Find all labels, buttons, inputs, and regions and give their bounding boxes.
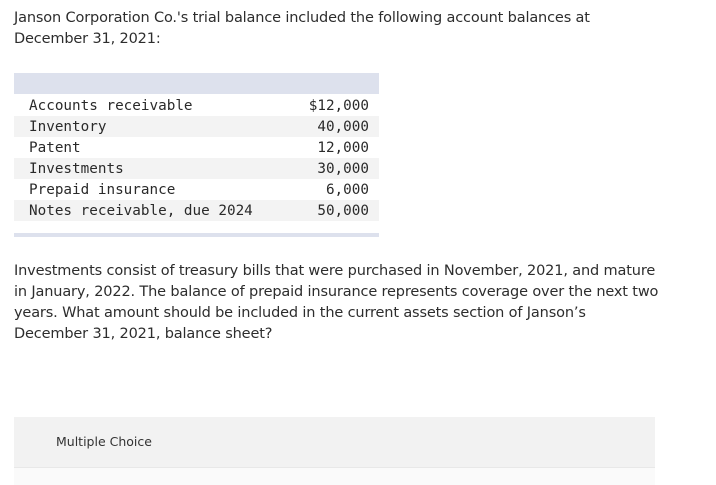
account-amount: 12,000 bbox=[317, 139, 369, 156]
table-row bbox=[14, 116, 379, 137]
table-body bbox=[14, 94, 379, 221]
intro-text: Janson Corporation Co.'s trial balance included the following account balances at December 31, 2021: bbox=[14, 10, 590, 47]
account-name: Prepaid insurance bbox=[29, 181, 176, 198]
account-amount: 30,000 bbox=[317, 160, 369, 177]
account-name: Patent bbox=[29, 139, 81, 156]
question-text: Investments consist of treasury bills that were purchased in November, 2021, and mature in January, 2022. The balance of prepaid insurance represents coverage over the next two years. What amount should be included in the current assets section of Janson’s December 31, 2021, balance sheet? bbox=[14, 263, 659, 342]
table-row bbox=[14, 137, 379, 158]
table-row bbox=[14, 179, 379, 200]
multiple-choice-panel bbox=[14, 417, 655, 467]
trial-balance-table bbox=[14, 73, 379, 237]
table-row bbox=[14, 95, 379, 116]
answer-options-area[interactable] bbox=[14, 467, 655, 485]
table-row bbox=[14, 200, 379, 221]
table-header-bar bbox=[14, 73, 379, 94]
account-name: Investments bbox=[29, 160, 124, 177]
multiple-choice-label: Multiple Choice bbox=[56, 434, 152, 449]
table-footer-bar bbox=[14, 233, 379, 237]
account-amount: $12,000 bbox=[308, 97, 369, 114]
account-name: Notes receivable, due 2024 bbox=[29, 202, 253, 219]
account-amount: 6,000 bbox=[325, 181, 369, 198]
account-amount: 50,000 bbox=[317, 202, 369, 219]
account-amount: 40,000 bbox=[317, 118, 369, 135]
account-name: Inventory bbox=[29, 118, 107, 135]
table-row bbox=[14, 158, 379, 179]
account-name: Accounts receivable bbox=[29, 97, 193, 114]
